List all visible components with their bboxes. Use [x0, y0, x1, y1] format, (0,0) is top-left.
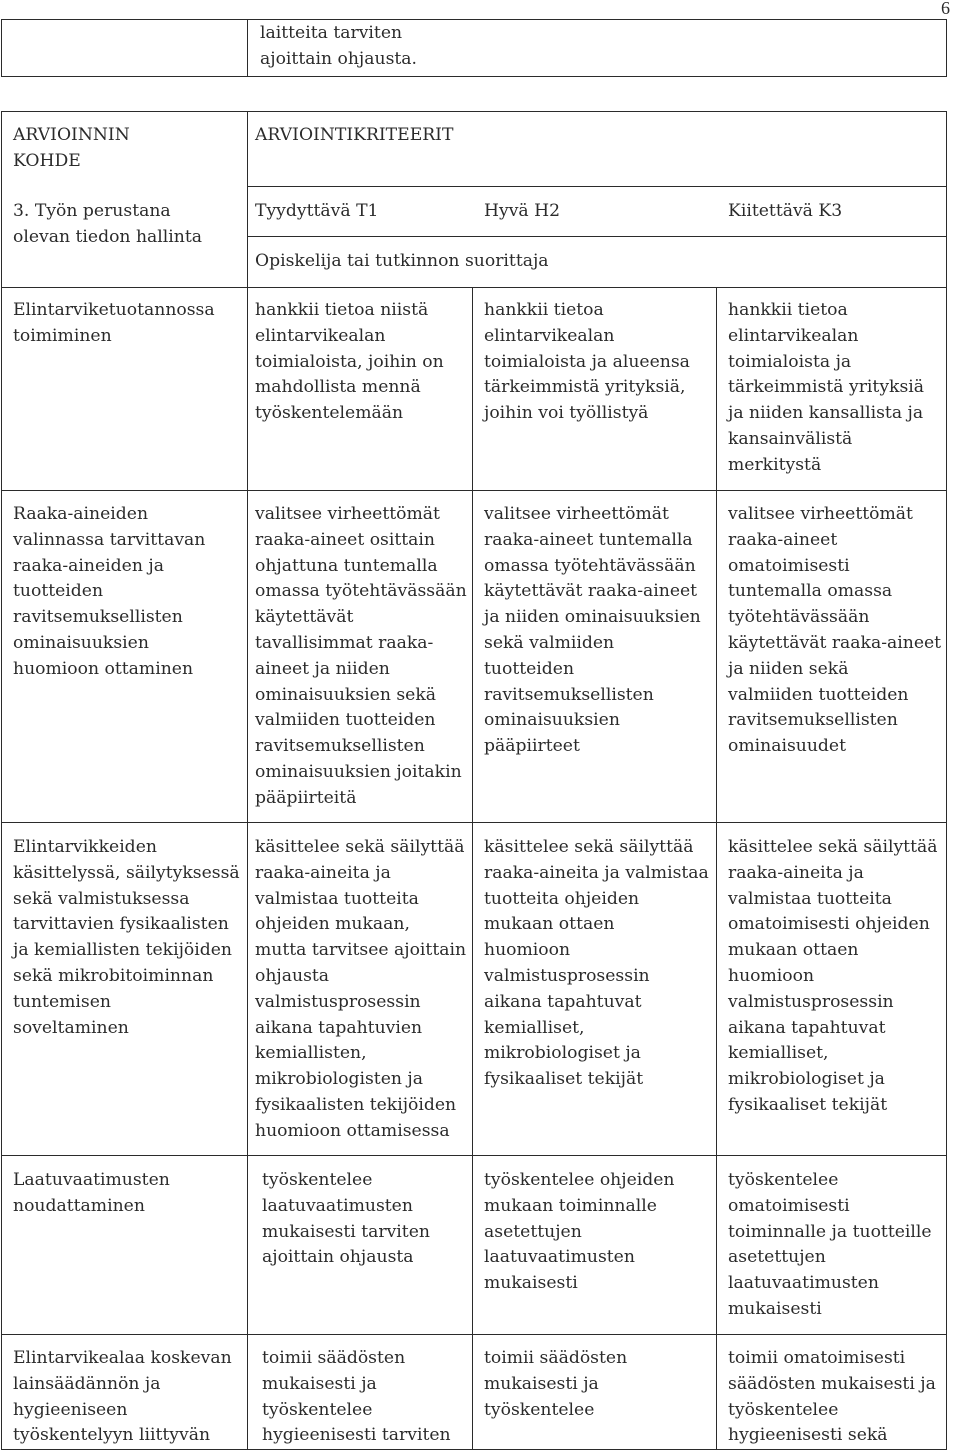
- header-level-t1: Tyydyttävä T1: [255, 201, 379, 221]
- table-border-top: [1, 111, 947, 112]
- table-border-bottom: [1, 76, 947, 77]
- row-h2: toimii säädösten mukaisesti ja työskentelee: [484, 1348, 628, 1420]
- row-h2: käsittelee sekä säilyttää raaka-aineita ja valmistaa tuotteita ohjeiden mukaan ottaen huomioon valmistusprosessin aikana tapahtuvat kemialliset, mikrobiologiset ja fysikaaliset tekijät: [484, 837, 709, 1090]
- row-rule-0: [1, 287, 947, 288]
- row-h2: työskentelee ohjeiden mukaan toiminnalle asetettujen laatuvaatimusten mukaisesti: [484, 1170, 675, 1294]
- header-rule-criteria: [247, 186, 947, 187]
- row-rule-3: [1, 1155, 947, 1156]
- row-t1: toimii säädösten mukaisesti ja työskentelee hygieenisesti tarviten: [262, 1348, 451, 1446]
- header-subject: Opiskelija tai tutkinnon suorittaja: [255, 251, 549, 271]
- top-fragment-text: laitteita tarviten ajoittain ohjausta.: [260, 23, 418, 69]
- row-k3: valitsee virheettömät raaka-aineet omatoimisesti tuntemalla omassa työtehtävässään käytettävät raaka-aineet ja niiden sekä valmiiden tuotteiden ravitsemuksellisten ominaisuudet: [728, 504, 942, 757]
- table-column-divider: [247, 19, 248, 76]
- header-level-k3: Kiitettävä K3: [728, 201, 843, 221]
- h2-k3-divider: [716, 287, 717, 1450]
- row-h2: hankkii tietoa elintarvikealan toimialoista ja alueensa tärkeimmistä yrityksiä, joihin voi työllistyä: [484, 300, 690, 424]
- row-k3: käsittelee sekä säilyttää raaka-aineita ja valmistaa tuotteita omatoimisesti ohjeiden mukaan ottaen huomioon valmistusprosessin aikana tapahtuvat kemialliset, mikrobiologiset ja fysikaaliset tekijät: [728, 837, 938, 1115]
- row-t1: valitsee virheettömät raaka-aineet osittain ohjattuna tuntemalla omassa työtehtävässään käytettävät tavallisimmat raaka- aineet ja niiden ominaisuuksien sekä valmiiden tuotteiden ravitsemuksellisten ominaisuuksien joitakin pääpiirteitä: [255, 504, 467, 808]
- t1-h2-divider: [472, 287, 473, 1450]
- row-target: Elintarvikkeiden käsittelyssä, säilytyksessä sekä valmistuksessa tarvittavien fysikaalisten ja kemiallisten tekijöiden sekä mikrobitoiminnan tuntemisen soveltaminen: [13, 837, 240, 1038]
- row-k3: toimii omatoimisesti säädösten mukaisesti ja työskentelee hygieenisesti sekä: [728, 1348, 936, 1446]
- section-title: 3. Työn perustana olevan tiedon hallinta: [13, 201, 202, 247]
- target-column-divider: [247, 111, 248, 1450]
- table-border-right: [946, 19, 947, 76]
- row-t1: työskentelee laatuvaatimusten mukaisesti tarviten ajoittain ohjausta: [262, 1170, 430, 1268]
- header-criteria: ARVIOINTIKRITEERIT: [255, 125, 454, 145]
- row-k3: hankkii tietoa elintarvikealan toimialoista ja tärkeimmistä yrityksiä ja niiden kansallista ja kansainvälistä merkitystä: [728, 300, 925, 475]
- row-h2: valitsee virheettömät raaka-aineet tuntemalla omassa työtehtävässään käytettävät raaka-aineet ja niiden ominaisuuksien sekä valmiiden tuotteiden ravitsemuksellisten ominaisuuksien pääpiirteet: [484, 504, 701, 757]
- header-rule-levels: [247, 236, 947, 237]
- table-border-left: [1, 19, 2, 76]
- row-target: Elintarviketuotannossa toimiminen: [13, 300, 215, 346]
- row-rule-2: [1, 822, 947, 823]
- row-target: Raaka-aineiden valinnassa tarvittavan raaka-aineiden ja tuotteiden ravitsemuksellisten ominaisuuksien huomioon ottaminen: [13, 504, 206, 679]
- page-number: 6: [941, 0, 950, 18]
- header-target: ARVIOINNIN KOHDE: [13, 125, 130, 171]
- row-rule-4: [1, 1334, 947, 1335]
- row-k3: työskentelee omatoimisesti toiminnalle ja tuotteille asetettujen laatuvaatimusten mukaisesti: [728, 1170, 932, 1319]
- row-rule-1: [1, 490, 947, 491]
- row-target: Laatuvaatimusten noudattaminen: [13, 1170, 170, 1216]
- row-t1: hankkii tietoa niistä elintarvikealan toimialoista, joihin on mahdollista mennä työskentelemään: [255, 300, 444, 424]
- row-target: Elintarvikealaa koskevan lainsäädännön ja hygieeniseen työskentelyyn liittyvän: [13, 1348, 232, 1446]
- table-border-right: [946, 111, 947, 1450]
- header-level-h2: Hyvä H2: [484, 201, 561, 221]
- table-border-left: [1, 111, 2, 1450]
- table-border-top: [1, 19, 947, 20]
- row-t1: käsittelee sekä säilyttää raaka-aineita ja valmistaa tuotteita ohjeiden mukaan, mutta tarvitsee ajoittain ohjausta valmistusprosessin aikana tapahtuvien kemiallisten, mikrobiologisten ja fysikaalisten tekijöiden huomioon ottamisessa: [255, 837, 467, 1141]
